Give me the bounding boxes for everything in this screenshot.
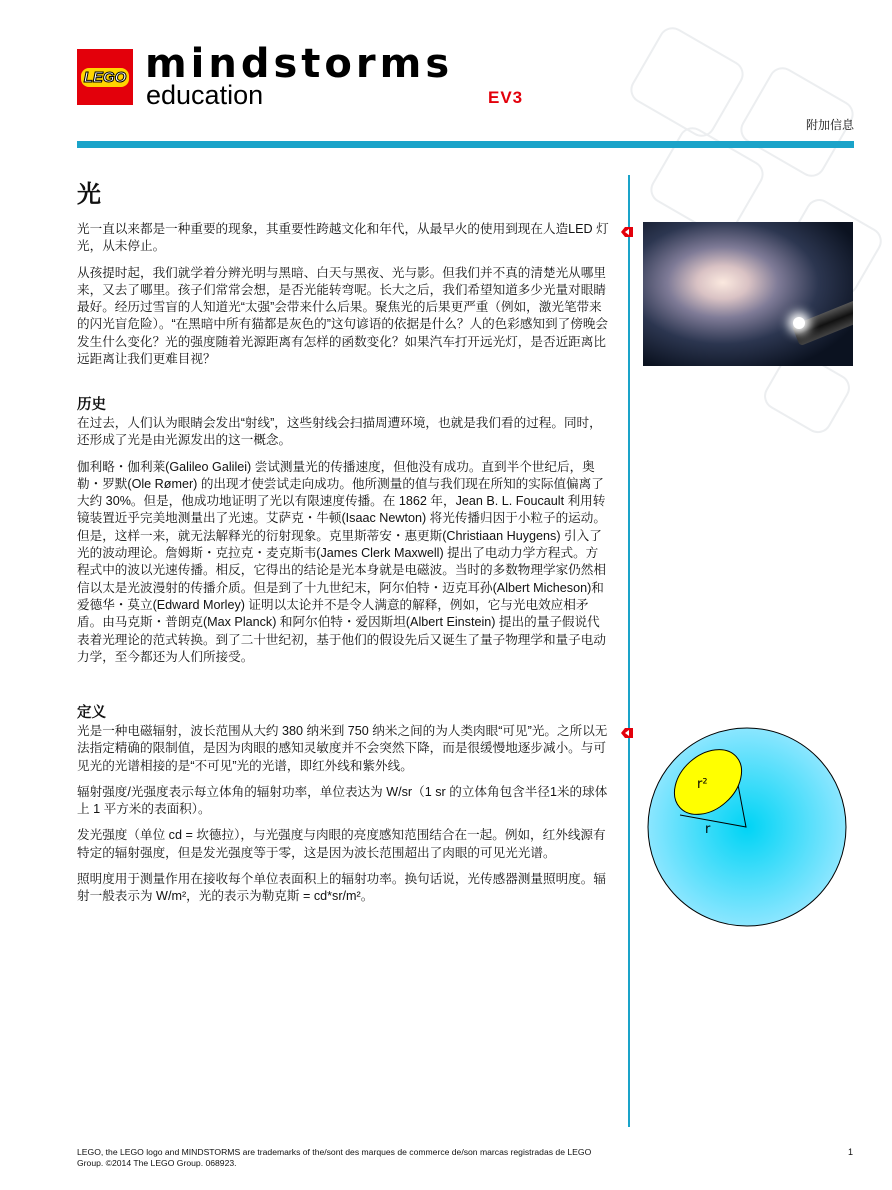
section-heading: 定义 [77, 705, 106, 721]
section-heading: 历史 [77, 397, 106, 413]
education-logo-text: education [146, 80, 264, 110]
header-divider [77, 141, 854, 148]
light-source-image [793, 317, 805, 329]
section-label: 附加信息 [805, 118, 854, 132]
page-title: 光 [77, 181, 101, 208]
solid-angle-diagram [640, 720, 860, 935]
paragraph: 光是一种电磁辐射，波长范围从大约 380 纳米到 750 纳米之间的为人类肉眼“可见”光。之所以无法指定精确的限制值，是因为肉眼的感知灵敏度并不会突然下降，而是很缓慢地逐步减小。与可见光的光谱相接的是“不可见”光的光谱，即红外线和紫外线。 [77, 724, 608, 773]
flashlight-photo [643, 222, 853, 366]
paragraph: 光一直以来都是一种重要的现象，其重要性跨越文化和年代，从最早火的使用到现在人造LED 灯光，从未停止。 [77, 222, 609, 254]
paragraph: 在过去，人们认为眼睛会发出“射线”，这些射线会扫描周遭环境，也就是我们看的过程。同时，还形成了光是由光源发出的这一概念。 [77, 416, 602, 448]
paragraph: 照明度用于测量作用在接收每个单位表面积上的辐射功率。换句话说，光传感器测量照明度。辐射一般表示为 W/m²，光的表示为勒克斯 = cd*sr/m²。 [77, 872, 606, 904]
marker-icon [620, 727, 634, 739]
paragraph: 伽利略・伽利莱(Galileo Galilei) 尝试测量光的传播速度，但他没有成功。直到半个世纪后，奥勒・罗默(Ole Rømer) 的出现才使尝试走向成功。他所测量的值与我们现在所知的实际值偏离了大约 30%。但是，他成功地证明了光以有限速度传播。在 1862 年，Jean B. L. Foucault 利用转镜装置近乎完美地测量出了光速。艾萨克・牛顿(Isaac Newton) 将光传播归因于小粒子的运动。但是，这样一来，就无法解释光的衍射现象。克里斯蒂安・惠更斯(Christiaan Huygens) 引入了光的波动理论。詹姆斯・克拉克・麦克斯韦(James Clerk Maxwell) 提出了电动力学方程式。方程式中的波以光速传播。相反，它得出的结论是光本身就是电磁波。当时的多数物理学家仍然相信以太是光波漫射的传播介质。但是到了十九世纪末，阿尔伯特・迈克耳孙(Albert Micheson)和爱德华・莫立(Edward Morley) 证明以太论并不是令人满意的解释，例如，它与光电效应相矛盾。由马克斯・普朗克(Max Planck) 和阿尔伯特・爱因斯坦(Albert Einstein) 提出的量子假说代表着光理论的范式转换。到了二十世纪初，基于他们的假设先后又诞生了量子物理学和量子电动力学，至今都还为人们所接受。 [77, 459, 606, 664]
paragraph: 从孩提时起，我们就学着分辨光明与黑暗、白天与黑夜、光与影。但我们并不真的清楚光从哪里来，又去了哪里。孩子们常常会想，是否光能转弯呢。长大之后，我们希望知道多少光量对眼睛最好。经历过雪盲的人知道光“太强”会带来什么后果。聚焦光的后果更严重（例如，激光笔带来的闪光盲危险）。“在黑暗中所有猫都是灰色的”这句谚语的依据是什么？人的色彩感知到了傍晚会发生什么变化？光的强度随着光源距离有怎样的函数变化？如果汽车打开远光灯，是否近距离比远距离让我们更难目视？ [77, 265, 609, 367]
trademark-footer: LEGO, the LEGO logo and MINDSTORMS are trademarks of the/sont des marques de commerce de/son marcas registradas de LEGO Group. ©2014 The LEGO Group. 068923. [77, 1147, 592, 1168]
intro-section [77, 221, 609, 377]
marker-icon [620, 226, 634, 238]
column-divider [628, 175, 630, 1127]
lego-logo-text: LEGO [81, 68, 130, 87]
area-label: r² [697, 777, 708, 792]
radius-label: r [705, 822, 711, 837]
mindstorms-logo: mindstorms [145, 41, 454, 87]
lego-logo [77, 49, 133, 105]
paragraph: 辐射强度/光强度表示每立体角的辐射功率，单位表达为 W/sr（1 sr 的立体角包含半径1米的球体上 1 平方米的表面积）。 [77, 784, 608, 817]
definition-section [77, 703, 609, 915]
sphere [648, 728, 846, 926]
ev3-logo-text: EV3 [488, 88, 524, 107]
history-section [77, 395, 609, 675]
paragraph: 发光强度（单位 cd = 坎德拉），与光强度与肉眼的亮度感知范围结合在一起。例如，红外线源有特定的辐射强度，但是发光强度等于零，这是因为波长范围超出了肉眼的可见光光谱。 [77, 828, 606, 860]
page-number: 1 [848, 1147, 854, 1157]
